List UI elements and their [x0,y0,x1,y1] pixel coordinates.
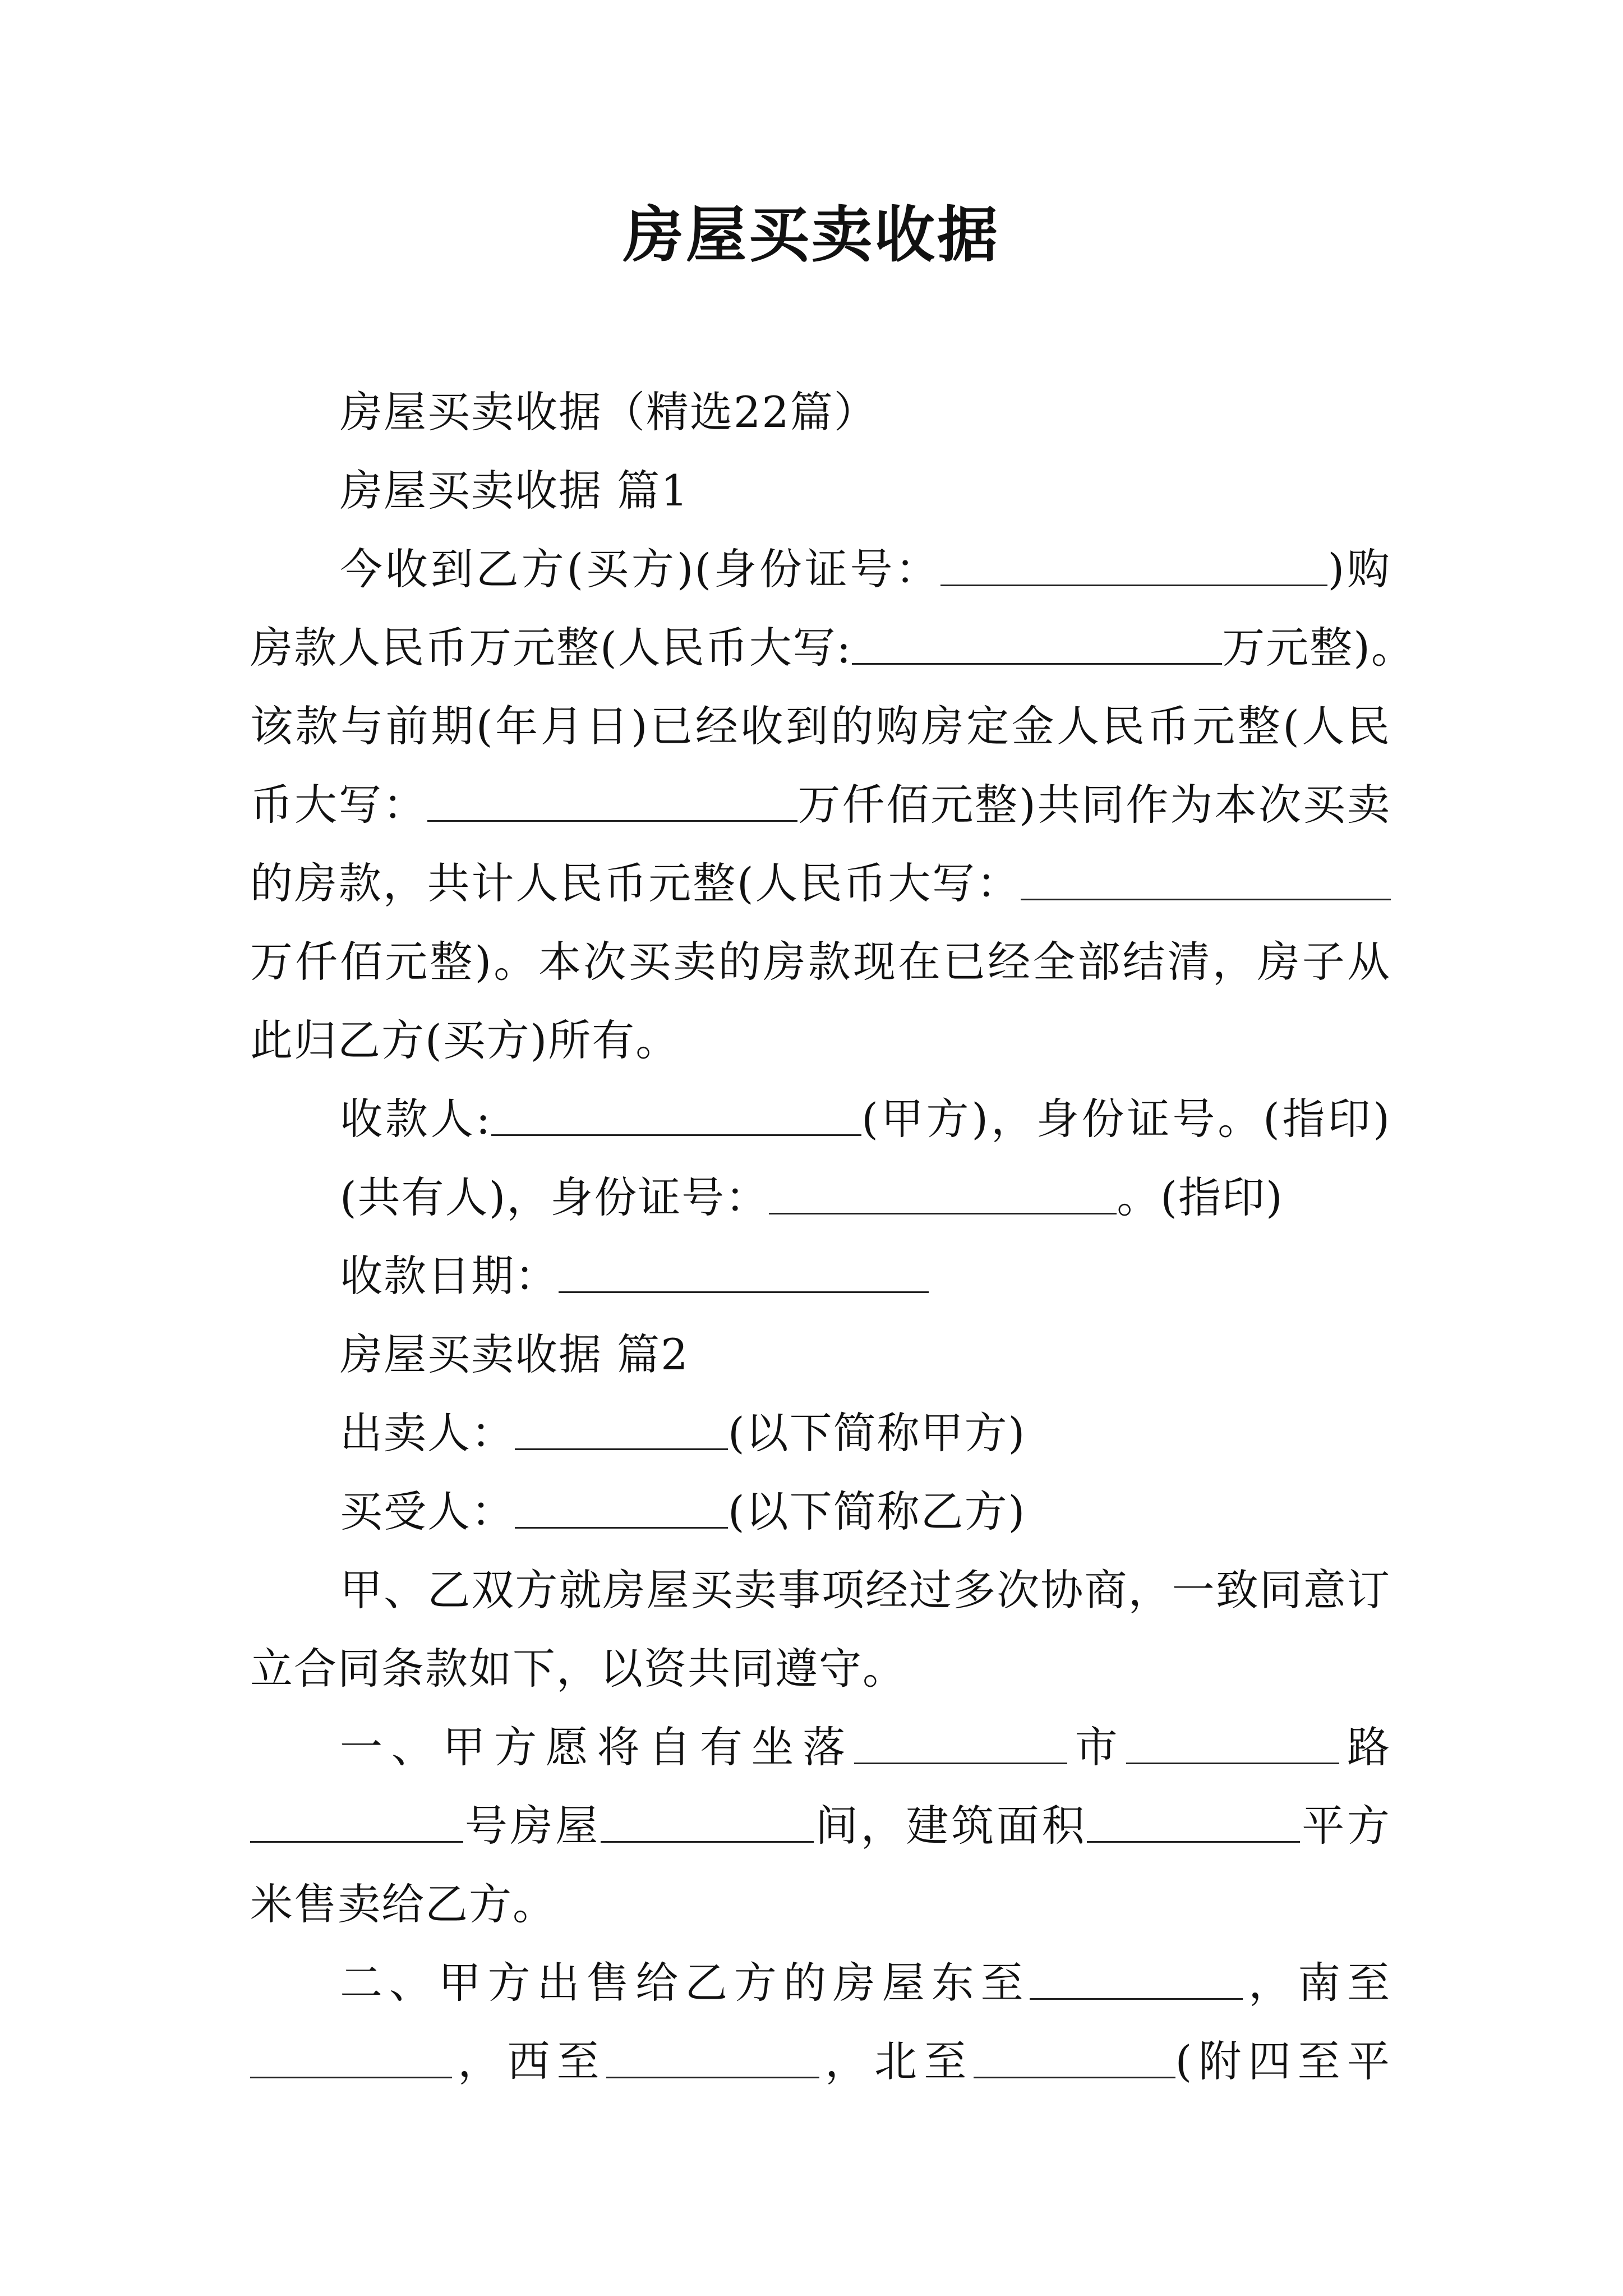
section-heading: 房屋买卖收据 篇2 [340,1329,689,1379]
paragraph-line: 万仟佰元整)。本次买卖的房款现在已经全部结清，房子从 [250,937,1391,987]
seller-blank[interactable] [515,1410,728,1450]
clause-line: ，西至 ，北至 (附四至平 [250,2022,1391,2101]
rooms-blank[interactable] [601,1802,814,1842]
payee-blank[interactable] [491,1096,861,1135]
west-blank[interactable] [606,2038,819,2078]
clause-line: 号房屋 间，建筑面积 平方 [250,1787,1391,1865]
number-blank[interactable] [250,1802,463,1842]
south-blank[interactable] [250,2038,452,2078]
section-heading: 房屋买卖收据 篇1 [340,466,689,516]
subtitle: 房屋买卖收据（精选22篇） [340,387,878,437]
clause-line: 米售卖给乙方。 [250,1879,556,1929]
document-title: 房屋买卖收据 [623,200,1000,270]
paragraph-line: 甲、乙双方就房屋买卖事项经过多次协商，一致同意订 [340,1565,1391,1615]
coowner-line: (共有人)，身份证号： 。(指印) [340,1172,1284,1222]
area-blank[interactable] [1087,1802,1300,1842]
city-blank[interactable] [854,1724,1067,1764]
paragraph-line: 房款人民币万元整(人民币大写: 万元整)。 [250,623,1415,673]
paragraph-line: 今收到乙方(买方)(身份证号： )购 [340,544,1391,594]
blank-field[interactable] [1021,860,1391,900]
paragraph-line: 该款与前期(年月日)已经收到的购房定金人民币元整(人民 [250,701,1391,751]
blank-field[interactable] [940,546,1327,586]
north-blank[interactable] [974,2038,1175,2078]
blank-field[interactable] [852,624,1222,664]
date-blank[interactable] [559,1253,929,1292]
document-body [250,373,1415,2101]
paragraph-line: 此归乙方(买方)所有。 [250,1015,680,1065]
clause-line: 二、甲方出售给乙方的房屋东至 ，南至 [340,1958,1391,2008]
paragraph-line: 的房款，共计人民币元整(人民币大写： [250,844,1391,923]
blank-field[interactable] [427,781,797,821]
paragraph-line: 立合同条款如下，以资共同遵守。 [250,1644,906,1694]
payee-line: 收款人: (甲方)，身份证号。(指印) [340,1094,1391,1144]
east-blank[interactable] [1030,1959,1243,1999]
seller-line: 出卖人： (以下简称甲方) [340,1408,1026,1458]
paragraph-line: 币大写： 万仟佰元整)共同作为本次买卖 [250,780,1391,830]
id-number-blank[interactable] [769,1174,1117,1214]
clause-line: 一、甲方愿将自有坐落 市 路 [340,1722,1391,1772]
road-blank[interactable] [1126,1724,1339,1764]
buyer-blank[interactable] [515,1488,728,1528]
buyer-line: 买受人： (以下简称乙方) [340,1487,1026,1536]
date-line: 收款日期： [250,1237,1391,1315]
